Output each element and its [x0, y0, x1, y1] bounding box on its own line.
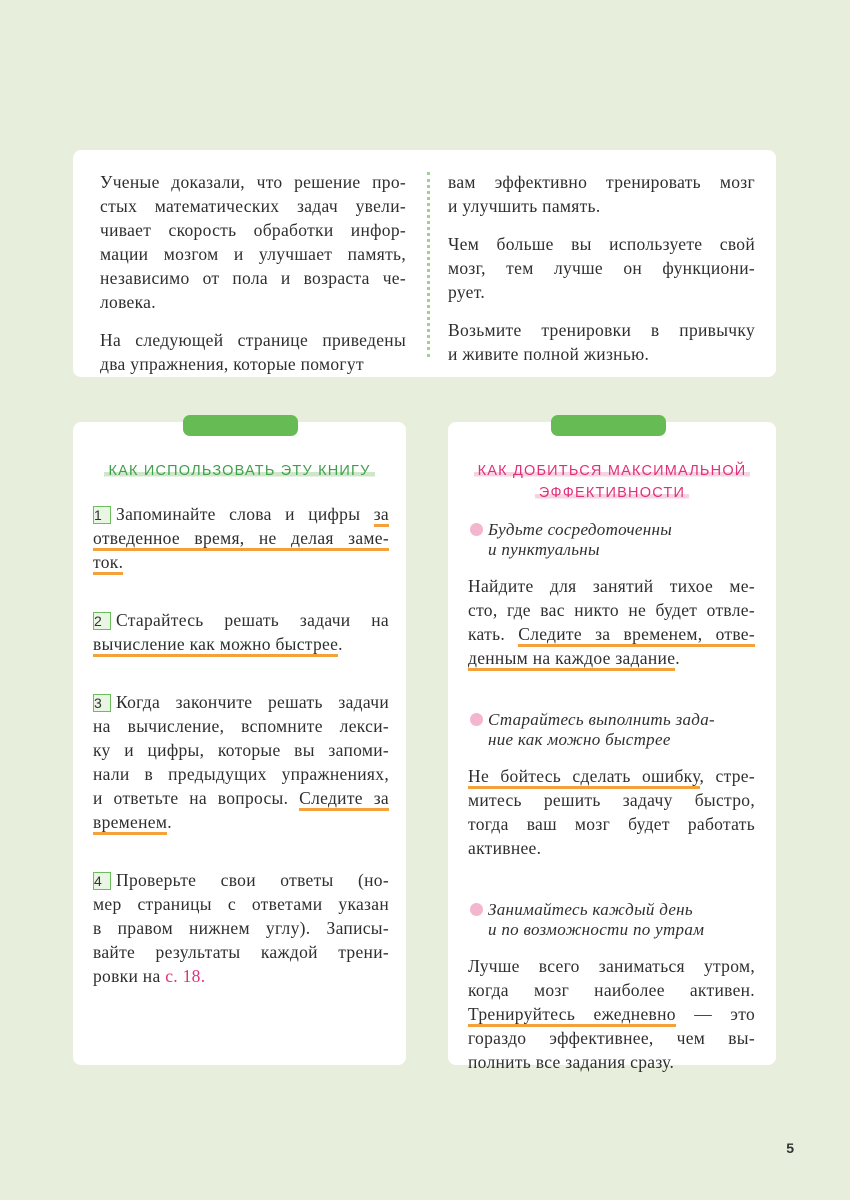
text-line [93, 632, 389, 656]
underlined-text: отведенное время, не делая заме- [93, 528, 389, 551]
text-line [468, 646, 755, 670]
text-line [448, 256, 755, 280]
text: два упражнения, которые помогут [100, 354, 364, 374]
text-line [93, 550, 389, 574]
tip-title-line: и пунктуальны [488, 540, 600, 559]
tip-title-line: Будьте сосредоточенны [488, 520, 673, 539]
text-line [93, 810, 389, 834]
text: гораздо эффективнее, чем вы- [468, 1028, 755, 1048]
text: ловека. [100, 292, 156, 312]
text: полнить все задания сразу. [468, 1052, 675, 1072]
text: рует. [448, 282, 486, 302]
tip-title-line: Старайтесь выполнить зада- [488, 710, 715, 729]
tip-section [468, 710, 755, 860]
green-tab [551, 415, 666, 436]
text: Чем больше вы используете свой [448, 234, 755, 254]
text: активнее. [468, 838, 542, 858]
underlined-text: вычисление как можно быстрее [93, 634, 338, 657]
text: вам эффективно тренировать мозг [448, 172, 755, 192]
underlined-text: Следите за [299, 788, 389, 811]
text: чивает скорость обработки инфор- [100, 220, 406, 240]
text: нали в предыдущих упражнениях, [93, 764, 389, 784]
column-divider [427, 172, 430, 357]
paragraph [448, 232, 755, 304]
text: . [338, 634, 343, 654]
list-item [93, 690, 389, 834]
tip-section [468, 520, 755, 670]
text: Проверьте свои ответы (но- [116, 870, 389, 890]
text: Когда закончите решать задачи [116, 692, 389, 712]
text-line [448, 318, 755, 342]
text: , стре- [699, 766, 756, 786]
text: Лучше всего заниматься утром, [468, 956, 755, 976]
paragraph [100, 328, 406, 376]
text-line [468, 788, 755, 812]
text-line [468, 812, 755, 836]
text: в правом нижнем углу). Записы- [93, 918, 389, 938]
bullet-dot-icon [470, 903, 483, 916]
bullet-dot-icon [470, 713, 483, 726]
green-tab [183, 415, 298, 436]
text: . [167, 812, 172, 832]
how-to-use-heading: КАК ИСПОЛЬЗОВАТЬ ЭТУ КНИГУ [73, 460, 406, 482]
text: стых математических задач увели- [100, 196, 406, 216]
text-line [100, 328, 406, 352]
intro-right-column [448, 170, 755, 380]
tip-title-line: и по возможности по утрам [488, 920, 705, 939]
page-link[interactable]: с. 18. [165, 966, 206, 986]
text: Ученые доказали, что решение про- [100, 172, 406, 192]
text-line [468, 1050, 755, 1074]
text: На следующей странице приведены [100, 330, 406, 350]
text-line [93, 868, 389, 892]
text: митесь решить задачу быстро, [468, 790, 755, 810]
text-line [448, 194, 755, 218]
underlined-text: Не бойтесь сделать ошибку [468, 766, 700, 789]
tip-title [468, 520, 755, 560]
paragraph [448, 170, 755, 218]
text: Найдите для занятий тихое ме- [468, 576, 755, 596]
underlined-text: Следите за временем, отве- [518, 624, 755, 647]
list-item [93, 868, 389, 988]
text-line [448, 232, 755, 256]
underlined-text: ток. [93, 552, 123, 575]
text-line [100, 194, 406, 218]
text-line [93, 608, 389, 632]
text-line [100, 170, 406, 194]
text-line [93, 916, 389, 940]
text: Возьмите тренировки в привычку [448, 320, 755, 340]
text: независимо от пола и возраста че- [100, 268, 406, 288]
text-line [468, 574, 755, 598]
list-item [93, 608, 389, 656]
page-number: 5 [786, 1140, 794, 1156]
text: и ответьте на вопросы. [93, 788, 300, 808]
underlined-text: временем [93, 812, 167, 835]
text-line [100, 242, 406, 266]
tip-title-line: Занимайтесь каждый день [488, 900, 693, 919]
text: мер страницы с ответами указан [93, 894, 389, 914]
intro-left-column [100, 170, 406, 390]
text: и живите полной жизнью. [448, 344, 650, 364]
step-number-badge: 1 [93, 506, 111, 524]
text-line [448, 342, 755, 366]
bullet-dot-icon [470, 523, 483, 536]
text-line [468, 978, 755, 1002]
text: ровки на [93, 966, 166, 986]
underlined-text: денным на каждое задание [468, 648, 675, 671]
efficiency-heading: КАК ДОБИТЬСЯ МАКСИМАЛЬНОЙ ЭФФЕКТИВНОСТИ [448, 460, 776, 504]
text-line [93, 964, 389, 988]
step-number-badge: 2 [93, 612, 111, 630]
text-line [93, 786, 389, 810]
text: Старайтесь решать задачи на [116, 610, 389, 630]
underlined-text: Тренируйтесь ежедневно [468, 1004, 676, 1027]
text-line [448, 280, 755, 304]
tip-title [468, 710, 755, 750]
text-line [468, 598, 755, 622]
text: мации мозгом и улучшает память, [100, 244, 406, 264]
text: вайте результаты каждой трени- [93, 942, 389, 962]
text: — это [675, 1004, 755, 1024]
text-line [93, 892, 389, 916]
text-line [100, 266, 406, 290]
text: кать. [468, 624, 519, 644]
text-line [93, 690, 389, 714]
text-line [468, 954, 755, 978]
text-line [93, 714, 389, 738]
text-line [93, 940, 389, 964]
tip-title-line: ние как можно быстрее [488, 730, 671, 749]
text-line [468, 1002, 755, 1026]
tip-title [468, 900, 755, 940]
list-item [93, 502, 389, 574]
text-line [100, 352, 406, 376]
text: тогда ваш мозг будет работать [468, 814, 755, 834]
text-line [448, 170, 755, 194]
text: мозг, тем лучше он функциони- [448, 258, 755, 278]
text: сто, где вас никто не будет отвле- [468, 600, 755, 620]
how-to-use-list [93, 502, 389, 1022]
text: ку и цифры, которые вы запоми- [93, 740, 389, 760]
text-line [100, 218, 406, 242]
text-line [468, 1026, 755, 1050]
text: и улучшить память. [448, 196, 601, 216]
text: . [675, 648, 680, 668]
text: когда мозг наиболее активен. [468, 980, 755, 1000]
text-line [468, 836, 755, 860]
tip-section [468, 900, 755, 1074]
text-line [93, 738, 389, 762]
step-number-badge: 3 [93, 694, 111, 712]
paragraph [448, 318, 755, 366]
text-line [468, 622, 755, 646]
text-line [93, 762, 389, 786]
text-line [100, 290, 406, 314]
step-number-badge: 4 [93, 872, 111, 890]
efficiency-list [468, 520, 755, 1114]
text: на вычисление, вспомните лекси- [93, 716, 389, 736]
underlined-text: за [374, 504, 389, 527]
text-line [468, 764, 755, 788]
paragraph [100, 170, 406, 314]
text: Запоминайте слова и цифры [116, 504, 374, 524]
text-line [93, 502, 389, 526]
text-line [93, 526, 389, 550]
